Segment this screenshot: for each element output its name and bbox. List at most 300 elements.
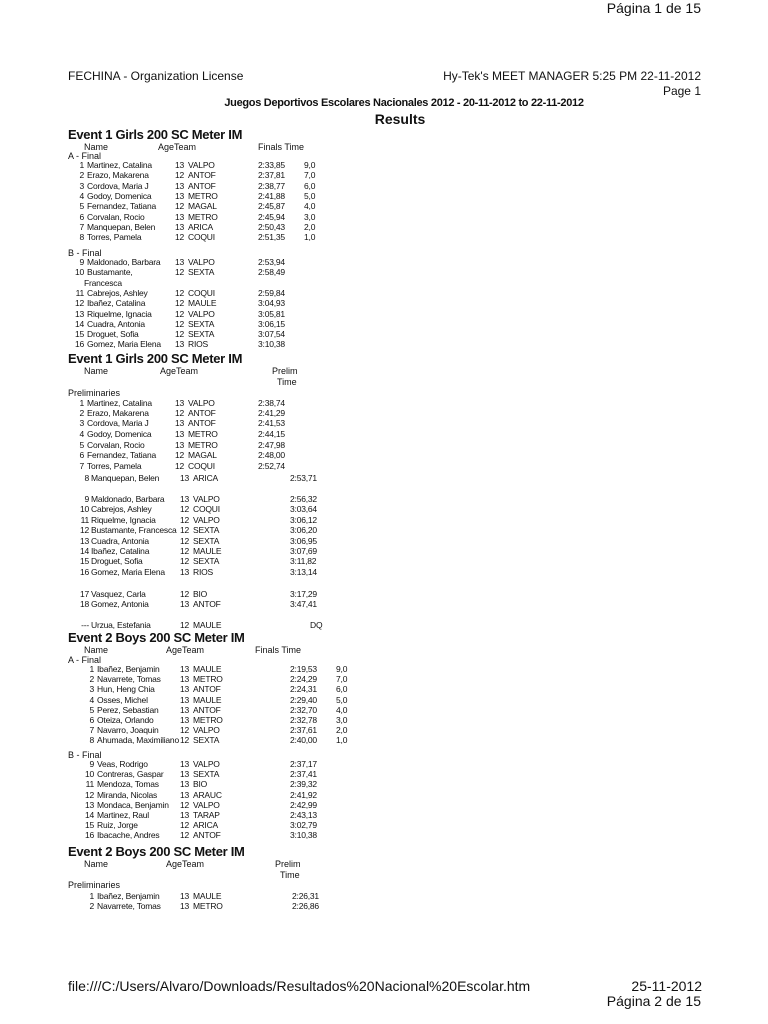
section-label: A - Final [68,151,102,161]
time: 2:19,53 [290,664,317,674]
time: 3:05,81 [258,308,285,319]
team: ANTOF [188,180,216,191]
place: 4 [79,190,84,201]
place: 15 [74,329,84,340]
table-row [0,170,768,180]
time: 2:42,99 [290,799,317,810]
table-row [0,440,768,450]
place: 1 [79,398,84,408]
team: VALPO [193,515,220,525]
time: 2:44,15 [258,429,285,439]
team: ANTOF [188,418,216,428]
table-row [0,201,768,211]
place: 12 [74,298,84,309]
age: 12 [180,725,190,736]
age: 12 [180,589,190,599]
age: 12 [175,450,185,460]
table-row [0,664,768,674]
time: 3:07,69 [290,546,317,556]
table-row-continuation [0,278,768,288]
table-row [0,759,768,769]
column-header-name: Name [84,366,109,376]
meet-title: Juegos Deportivos Escolares Nacionales 2012 - 20-11-2012 to 22-11-2012 [224,97,584,109]
table-row [0,891,768,901]
age: 13 [175,429,185,439]
table-row [0,408,768,418]
table-row [0,339,768,349]
column-header-time: Prelim [272,366,298,376]
time: 2:50,43 [258,221,285,232]
swimmer-name: Martinez, Catalina [87,398,152,408]
swimmer-name: Bustamante, [87,267,133,278]
place: 8 [89,735,94,746]
time: 3:03,64 [290,504,317,514]
points: 4,0 [304,201,316,212]
table-row [0,461,768,471]
time: 2:41,88 [258,190,285,201]
time: 2:58,49 [258,267,285,278]
team: METRO [193,901,223,912]
time: 2:41,92 [290,789,317,800]
place: 11 [80,515,89,525]
team: MAULE [193,620,222,630]
age: 12 [180,556,190,566]
table-row [0,267,768,277]
time: 2:53,71 [290,473,317,483]
points: 6,0 [304,180,316,191]
swimmer-name: Urzua, Estefania [91,620,151,630]
time: 3:07,54 [258,329,285,340]
table-row [0,810,768,820]
age: 13 [180,789,190,800]
table-row [0,515,768,525]
team: BIO [193,589,208,599]
place: 10 [84,769,94,780]
swimmer-name: Navarro, Joaquin [97,725,159,736]
age: 12 [180,525,190,535]
table-row [0,160,768,170]
table-row [0,429,768,439]
time: DQ [310,620,323,630]
place: 2 [79,408,84,418]
table-row [0,725,768,735]
report-page: Page 1 [662,84,701,98]
swimmer-name: Torres, Pamela [87,232,142,243]
points: 7,0 [304,170,316,181]
place: --- [81,620,89,630]
swimmer-name: Ibañez, Benjamin [97,664,160,674]
team: COQUI [188,232,215,243]
swimmer-name: Miranda, Nicolas [97,789,158,800]
time: 3:11,82 [290,556,317,566]
team: ARICA [193,820,218,831]
team: SEXTA [193,735,220,746]
age: 12 [180,515,190,525]
team: METRO [188,211,218,222]
table-row [0,589,768,599]
team: MAULE [188,298,217,309]
place: 1 [89,664,94,674]
age: 12 [175,170,185,181]
table-row [0,536,768,546]
age: 12 [180,504,190,514]
column-header-age-team: AgeTeam [166,859,205,869]
swimmer-name: Contreras, Gaspar [97,769,164,780]
place: 2 [89,901,94,912]
column-header-time-2: Time [280,870,300,880]
swimmer-name: Ahumada, Maximiliano [97,735,179,746]
section-label: Preliminaries [68,388,121,398]
place: 7 [79,461,84,471]
table-row [0,567,768,577]
team: ARICA [188,221,213,232]
swimmer-name: Veas, Rodrigo [97,759,148,769]
team: ANTOF [193,704,221,715]
swimmer-name: Cabrejos, Ashley [91,504,152,514]
team: SEXTA [193,525,220,535]
team: METRO [188,429,218,439]
table-row [0,525,768,535]
time: 3:10,38 [290,830,317,841]
table-row [0,800,768,810]
team: VALPO [188,257,215,267]
age: 13 [175,257,185,267]
place: 3 [79,418,84,428]
age: 12 [175,461,185,471]
swimmer-name: Martinez, Raul [97,810,149,820]
team: VALPO [193,759,220,769]
age: 12 [175,329,185,340]
points: 6,0 [336,684,348,695]
age: 13 [180,674,190,685]
age: 13 [175,398,185,408]
table-row [0,232,768,242]
place: 12 [84,789,94,800]
table-row [0,319,768,329]
points: 9,0 [336,664,348,674]
points: 5,0 [304,190,316,201]
age: 13 [180,759,190,769]
software-timestamp: Hy-Tek's MEET MANAGER 5:25 PM 22-11-2012 [443,69,701,83]
team: SEXTA [193,536,220,546]
time: 3:10,38 [258,339,285,350]
place: 11 [75,287,84,298]
table-row [0,674,768,684]
age: 13 [180,567,190,577]
team: COQUI [193,504,220,514]
place: 4 [89,694,94,705]
age: 12 [180,536,190,546]
place: 16 [79,567,89,577]
table-row [0,288,768,298]
age: 12 [180,546,190,556]
swimmer-name: Martinez, Catalina [87,160,152,170]
time: 2:43,13 [290,810,317,820]
swimmer-name: Erazo, Makarena [87,170,149,181]
team: COQUI [188,287,215,298]
time: 2:39,32 [290,779,317,790]
age: 13 [180,694,190,705]
table-row [0,735,768,745]
table-row [0,695,768,705]
table-row [0,329,768,339]
time: 3:17,29 [290,589,317,599]
swimmer-name: Mendoza, Tomas [97,779,159,790]
points: 7,0 [336,674,348,685]
page-number-top: Página 1 de 15 [606,0,701,16]
age: 13 [180,599,190,609]
age: 12 [180,620,190,630]
swimmer-name: Riquelme, Ignacia [87,308,152,319]
section-label: B - Final [68,248,102,258]
age: 13 [175,160,185,170]
team: MAULE [193,664,222,674]
points: 1,0 [304,232,316,243]
age: 12 [175,308,185,319]
table-row [0,298,768,308]
age: 12 [180,799,190,810]
swimmer-name: Erazo, Makarena [87,408,149,418]
place: 3 [79,180,84,191]
column-header-name: Name [84,645,109,655]
team: ANTOF [188,408,216,418]
results-heading: Results [374,111,426,127]
time: 3:04,93 [258,298,285,309]
swimmer-name: Droguet, Sofia [87,329,139,340]
column-header-name: Name [84,142,109,152]
table-row [0,820,768,830]
team: RIOS [193,567,213,577]
team: ANTOF [193,684,221,695]
swimmer-name: Manquepan, Belen [91,473,160,483]
time: 2:51,35 [258,232,285,243]
swimmer-name: Vasquez, Carla [91,589,146,599]
swimmer-name: Gomez, Maria Elena [91,567,165,577]
event-title: Event 2 Boys 200 SC Meter IM [68,844,245,859]
points: 3,0 [336,715,348,725]
swimmer-name: Godoy, Domenica [87,429,152,439]
table-row [0,181,768,191]
table-row [0,212,768,222]
team: ARICA [193,473,218,483]
time: 3:13,14 [290,567,317,577]
age: 12 [180,820,190,831]
table-row [0,494,768,504]
place: 7 [89,725,94,736]
swimmer-name: Navarrete, Tomas [97,674,161,685]
team: MAULE [193,891,222,901]
place: 2 [89,674,94,685]
table-row [0,546,768,556]
age: 12 [175,201,185,212]
time: 2:45,87 [258,201,285,212]
age: 13 [180,715,190,725]
team: METRO [193,715,223,725]
swimmer-name: Osses, Michel [97,694,148,705]
points: 4,0 [336,704,348,715]
team: VALPO [193,725,220,736]
age: 12 [175,267,185,278]
points: 3,0 [304,211,316,222]
place: 5 [79,440,84,450]
age: 13 [180,704,190,715]
place: 7 [79,221,84,232]
team: COQUI [188,461,215,471]
time: 2:26,31 [292,891,319,901]
print-date: 25-11-2012 [631,978,702,994]
swimmer-name-continued: Francesca [84,277,122,288]
team: VALPO [188,398,215,408]
table-row [0,620,768,630]
place: 9 [79,257,84,267]
column-header-name: Name [84,859,109,869]
place: 15 [84,820,94,831]
place: 6 [79,211,84,222]
time: 2:26,86 [292,901,319,912]
swimmer-name: Godoy, Domenica [87,190,152,201]
time: 2:47,98 [258,440,285,450]
time: 3:02,79 [290,820,317,831]
swimmer-name: Ruiz, Jorge [97,820,138,831]
time: 2:45,94 [258,211,285,222]
team: VALPO [193,799,220,810]
swimmer-name: Perez, Sebastian [97,704,159,715]
place: 15 [79,556,89,566]
table-row [0,705,768,715]
age: 12 [180,735,190,746]
time: 3:06,12 [290,515,317,525]
time: 2:37,17 [290,759,317,769]
time: 2:38,74 [258,398,285,408]
table-row [0,779,768,789]
time: 2:59,84 [258,287,285,298]
team: MAULE [193,694,222,705]
points: 5,0 [336,694,348,705]
swimmer-name: Ibañez, Catalina [87,298,146,309]
swimmer-name: Ibacache, Andres [97,830,160,841]
table-row [0,309,768,319]
swimmer-name: Cabrejos, Ashley [87,287,148,298]
time: 2:41,29 [258,408,285,418]
time: 2:41,53 [258,418,285,428]
column-header-time: Finals Time [255,645,302,655]
time: 2:33,85 [258,160,285,170]
team: ANTOF [188,170,216,181]
age: 13 [180,891,190,901]
time: 2:38,77 [258,180,285,191]
swimmer-name: Ibañez, Catalina [91,546,150,556]
file-path: file:///C:/Users/Alvaro/Downloads/Resultados%20Nacional%20Escolar.htm [68,978,531,994]
swimmer-name: Hun, Heng Chia [97,684,155,695]
swimmer-name: Maldonado, Barbara [91,494,165,504]
age: 13 [180,901,190,912]
age: 13 [175,418,185,428]
swimmer-name: Oteiza, Orlando [97,715,154,725]
place: 5 [79,201,84,212]
age: 13 [175,190,185,201]
time: 2:32,78 [290,715,317,725]
points: 2,0 [304,221,316,232]
team: BIO [193,779,208,790]
column-header-time: Prelim [275,859,301,869]
section-label: Preliminaries [68,880,121,890]
team: SEXTA [193,769,220,780]
place: 16 [84,830,94,841]
place: 18 [79,599,89,609]
place: 1 [89,891,94,901]
place: 4 [79,429,84,439]
points: 1,0 [336,735,348,746]
place: 14 [79,546,89,556]
time: 2:29,40 [290,694,317,705]
place: 17 [79,589,89,599]
table-row [0,418,768,428]
table-row [0,556,768,566]
swimmer-name: Fernandez, Tatiana [87,450,157,460]
page-number-bottom: Página 2 de 15 [606,993,701,1009]
team: TARAP [193,810,220,820]
swimmer-name: Cuadra, Antonia [91,536,149,546]
age: 12 [180,830,190,841]
team: MAGAL [188,450,217,460]
age: 13 [180,664,190,674]
place: 6 [79,450,84,460]
column-header-age-team: AgeTeam [160,366,199,376]
event-title: Event 1 Girls 200 SC Meter IM [68,351,243,366]
table-row [0,473,768,483]
swimmer-name: Cuadra, Antonia [87,318,145,329]
table-row [0,191,768,201]
place: 1 [79,160,84,170]
time: 2:40,00 [290,735,317,746]
swimmer-name: Corvalan, Rocio [87,211,145,222]
team: ARAUC [193,789,222,800]
swimmer-name: Torres, Pamela [87,461,142,471]
place: 2 [79,170,84,181]
table-row [0,257,768,267]
time: 2:32,70 [290,704,317,715]
place: 14 [74,318,84,329]
age: 13 [175,440,185,450]
age: 13 [175,221,185,232]
place: 6 [89,715,94,725]
place: 14 [84,810,94,820]
points: 2,0 [336,725,348,736]
swimmer-name: Ibañez, Benjamin [97,891,160,901]
swimmer-name: Droguet, Sofia [91,556,143,566]
place: 11 [85,779,94,790]
place: 10 [74,267,84,278]
time: 2:48,00 [258,450,285,460]
column-header-age-team: AgeTeam [158,142,197,152]
table-row [0,222,768,232]
column-header-time: Finals Time [258,142,305,152]
team: METRO [188,440,218,450]
swimmer-name: Maldonado, Barbara [87,257,161,267]
swimmer-name: Manquepan, Belen [87,221,156,232]
section-label: B - Final [68,750,102,760]
event-title: Event 2 Boys 200 SC Meter IM [68,630,245,645]
team: SEXTA [188,318,215,329]
column-header-age-team: AgeTeam [166,645,205,655]
time: 2:52,74 [258,461,285,471]
time: 2:37,81 [258,170,285,181]
swimmer-name: Navarrete, Tomas [97,901,161,912]
age: 13 [175,211,185,222]
age: 12 [175,287,185,298]
place: 13 [74,308,84,319]
team: METRO [188,190,218,201]
